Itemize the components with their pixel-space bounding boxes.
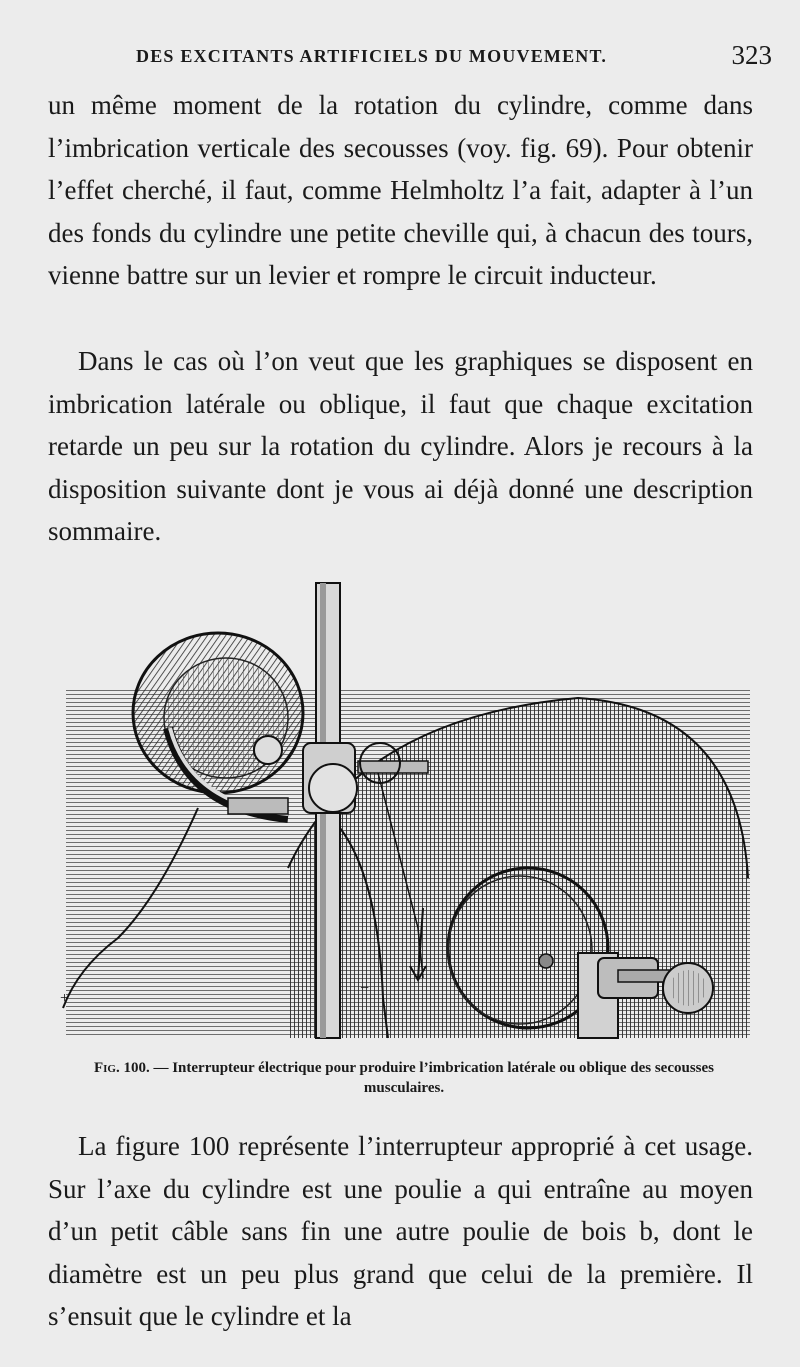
- running-title: DES EXCITANTS ARTIFICIELS DU MOUVEMENT.: [136, 46, 608, 66]
- page-header: [48, 40, 772, 74]
- figure-caption: [64, 1058, 744, 1098]
- paragraph-3: La figure 100 représente l’interrupteur approprié à cet usage. Sur l’axe du cylindre est une poulie a qui entraîne au moyen d’un petit câble sans fin une autre poulie de bois b, dont le diamètre est un peu plus grand que celui de la première. Il s’ensuit que le cylindre et la: [48, 1131, 753, 1331]
- figure-caption-text: — Interrupteur électrique pour produire l’imbrication latérale ou oblique des secousses musculaires.: [149, 1060, 715, 1096]
- figure-label: Fig. 100.: [93, 1060, 150, 1076]
- engraving-interrupter-apparatus-icon: [58, 578, 750, 1040]
- paragraph-1: un même moment de la rotation du cylindre, comme dans l’imbrication verticale des secousses (voy. fig. 69). Pour obtenir l’effet cherché, il faut, comme Helmholtz l’a fait, adapter à l’un des fonds du cylindre une petite cheville qui, à chacun des tours, vienne battre sur un levier et rompre le circuit inducteur.: [48, 90, 753, 290]
- svg-text:+: +: [60, 990, 70, 1007]
- figure-100: [58, 578, 750, 1040]
- paragraph-2: Dans le cas où l’on veut que les graphiques se disposent en imbrication latérale ou oblique, il faut que chaque excitation retarde un peu sur la rotation du cylindre. Alors je recours à la disposition suivante dont je vous ai déjà donné une description sommaire.: [48, 346, 753, 546]
- page-number: 323: [731, 40, 772, 70]
- svg-text:−: −: [360, 980, 370, 997]
